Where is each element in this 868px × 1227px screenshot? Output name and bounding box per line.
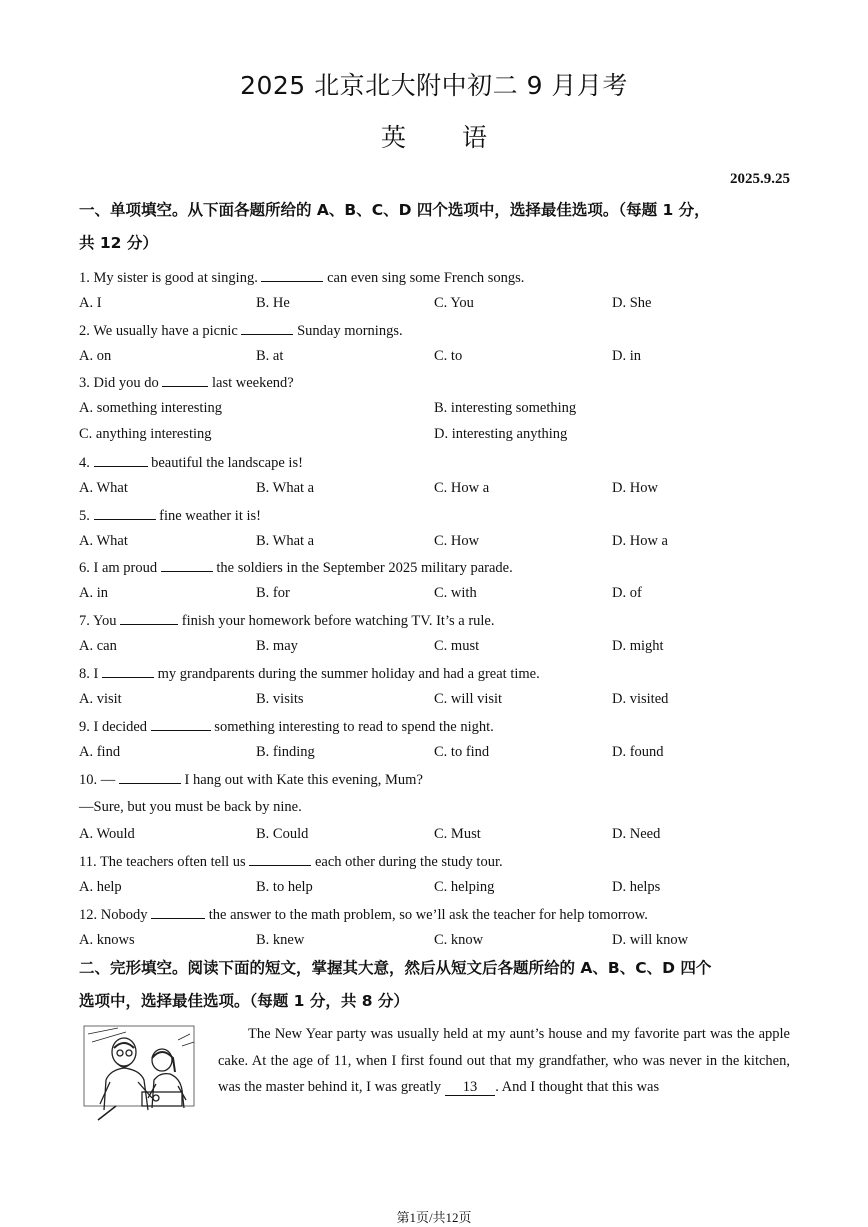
question-text-post: something interesting to read to spend the night. [214, 719, 494, 735]
question-text-post: can even sing some French songs. [327, 270, 525, 286]
question-5 [79, 506, 261, 525]
question-6 [79, 558, 513, 577]
section2-heading-line2: 选项中，选择最佳选项。（每题 1 分，共 8 分） [79, 992, 409, 1010]
option-b[interactable]: B. What a [256, 532, 315, 549]
option-c[interactable]: C. How a [434, 479, 490, 496]
question-text-pre: 2. We usually have a picnic [79, 323, 238, 339]
question-7 [79, 611, 495, 630]
option-d[interactable]: D. helps [612, 878, 661, 895]
page-title: 2025 北京北大附中初二 9 月月考 [240, 71, 628, 100]
options-row [79, 295, 799, 315]
answer-blank[interactable] [249, 852, 311, 866]
option-a[interactable]: A. can [79, 637, 117, 654]
question-text-pre: 4. [79, 455, 90, 471]
question-10 [79, 770, 423, 789]
option-a[interactable]: A. visit [79, 690, 122, 707]
options-row [79, 691, 799, 711]
option-a[interactable]: A. help [79, 878, 122, 895]
options-row [79, 585, 799, 605]
option-b[interactable]: B. at [256, 347, 284, 364]
answer-blank[interactable] [94, 506, 156, 520]
question-4 [79, 453, 303, 472]
options-row [79, 426, 799, 446]
question-text-post: the soldiers in the September 2025 military parade. [216, 560, 513, 576]
question-2 [79, 321, 403, 340]
question-text-post: Sunday mornings. [297, 323, 403, 339]
option-c[interactable]: C. will visit [434, 690, 503, 707]
subject-char-1: 英 [380, 123, 406, 152]
question-text-post: I hang out with Kate this evening, Mum? [184, 772, 423, 788]
section1-heading [79, 194, 799, 260]
answer-blank[interactable] [94, 453, 148, 467]
cloze-passage [218, 1021, 790, 1101]
option-d[interactable]: D. found [612, 743, 664, 760]
blank-13[interactable]: 13 [445, 1079, 496, 1096]
option-b[interactable]: B. He [256, 294, 290, 311]
option-c[interactable]: C. Must [434, 826, 481, 842]
question-text-pre: 9. I decided [79, 719, 148, 735]
question-1 [79, 268, 524, 287]
answer-blank[interactable] [151, 905, 205, 919]
option-b[interactable]: B. may [256, 637, 298, 654]
option-d[interactable]: D. visited [612, 690, 669, 707]
passage-part1: The New Year party was usually held at my aunt’s house and my favorite part was the apple cake. At the age of 11, when I first found out that my grandfather, who was never in the kitchen, was the master behind it, I was greatly [218, 1026, 790, 1095]
grandfather-granddaughter-illustration [78, 1020, 203, 1122]
option-c[interactable]: C. must [434, 637, 480, 654]
option-d[interactable]: D. How a [612, 532, 668, 549]
answer-blank[interactable] [102, 664, 154, 678]
option-a[interactable]: A. on [79, 347, 112, 364]
answer-blank[interactable] [261, 268, 323, 282]
question-text-post: last weekend? [212, 375, 294, 391]
option-c[interactable]: C. with [434, 584, 477, 601]
question-3 [79, 373, 294, 392]
exam-date: 2025.9.25 [730, 171, 790, 187]
option-d[interactable]: D. Need [612, 826, 661, 842]
question-text-pre: 5. [79, 508, 90, 524]
option-b[interactable]: B. for [256, 584, 290, 601]
page-number: 第1页/共12页 [396, 1210, 472, 1225]
answer-blank[interactable] [162, 373, 208, 387]
option-c[interactable]: C. helping [434, 878, 495, 895]
question-8 [79, 664, 540, 683]
section1-heading-line1: 一、单项填空。从下面各题所给的 A、B、C、D 四个选项中，选择最佳选项。（每题 1 分， [79, 201, 710, 219]
option-c[interactable]: C. to [434, 347, 463, 364]
subject-char-2: 语 [462, 123, 488, 152]
option-c[interactable]: C. know [434, 931, 484, 948]
option-d[interactable]: D. of [612, 584, 642, 601]
option-b[interactable]: B. to help [256, 878, 313, 895]
option-a[interactable]: A. What [79, 479, 128, 496]
question-text-pre: 6. I am proud [79, 560, 158, 576]
question-text-post: fine weather it is! [159, 508, 261, 524]
option-a[interactable]: A. What [79, 532, 128, 549]
question-9 [79, 717, 494, 736]
option-a[interactable]: A. knows [79, 931, 135, 948]
subject-title [0, 118, 868, 154]
option-d[interactable]: D. How [612, 479, 658, 496]
option-d[interactable]: D. She [612, 294, 652, 311]
option-b[interactable]: B. What a [256, 479, 315, 496]
option-a[interactable]: A. in [79, 584, 108, 601]
question-text-pre: 11. The teachers often tell us [79, 854, 246, 870]
question-text-pre: 7. You [79, 613, 117, 629]
options-row [79, 348, 799, 368]
answer-blank[interactable] [161, 558, 213, 572]
options-row [79, 638, 799, 658]
options-row [79, 932, 799, 952]
option-b[interactable]: B. finding [256, 743, 315, 760]
option-d[interactable]: D. will know [612, 931, 689, 948]
question-text-post: finish your homework before watching TV. It’s a rule. [181, 613, 495, 629]
section2-heading-line1: 二、完形填空。阅读下面的短文，掌握其大意，然后从短文后各题所给的 A、B、C、D 四个 [79, 959, 712, 977]
answer-blank[interactable] [119, 770, 181, 784]
option-a[interactable]: A. find [79, 743, 121, 760]
question-text-pre: 12. Nobody [79, 907, 148, 923]
options-row [79, 826, 799, 846]
question-10-reply: —Sure, but you must be back by nine. [79, 799, 302, 815]
option-c[interactable]: C. to find [434, 743, 490, 760]
option-d[interactable]: D. might [612, 637, 664, 654]
question-12 [79, 905, 648, 924]
option-a[interactable]: A. I [79, 294, 102, 311]
options-row [79, 400, 799, 420]
options-row [79, 744, 799, 764]
option-b[interactable]: B. interesting something [434, 399, 577, 416]
option-c[interactable]: C. You [434, 294, 474, 311]
answer-blank[interactable] [241, 321, 293, 335]
question-text-pre: 3. Did you do [79, 375, 159, 391]
question-text-post: my grandparents during the summer holiday and had a great time. [157, 666, 540, 682]
question-text-post: each other during the study tour. [314, 854, 503, 870]
options-row [79, 533, 799, 553]
option-b[interactable]: B. knew [256, 931, 305, 948]
answer-blank[interactable] [151, 717, 211, 731]
option-c[interactable]: C. anything interesting [79, 426, 212, 442]
option-c[interactable]: C. How [434, 532, 480, 549]
answer-blank[interactable] [120, 611, 178, 625]
option-d[interactable]: D. in [612, 347, 641, 364]
question-text-post: beautiful the landscape is! [151, 455, 303, 471]
option-a[interactable]: A. Would [79, 826, 135, 842]
option-b[interactable]: B. Could [256, 826, 309, 842]
options-row [79, 480, 799, 500]
question-text-pre: 10. — [79, 772, 116, 788]
passage-part2: . And I thought that this was [495, 1079, 660, 1095]
option-d[interactable]: D. interesting anything [434, 426, 568, 442]
options-row [79, 879, 799, 899]
option-a[interactable]: A. something interesting [79, 399, 222, 416]
question-11 [79, 852, 503, 871]
section2-heading [79, 952, 799, 1018]
question-text-pre: 8. I [79, 666, 99, 682]
question-text-post: the answer to the math problem, so we’ll ask the teacher for help tomorrow. [208, 907, 648, 923]
question-text-pre: 1. My sister is good at singing. [79, 270, 258, 286]
section1-heading-line2: 共 12 分） [79, 234, 158, 252]
option-b[interactable]: B. visits [256, 690, 304, 707]
